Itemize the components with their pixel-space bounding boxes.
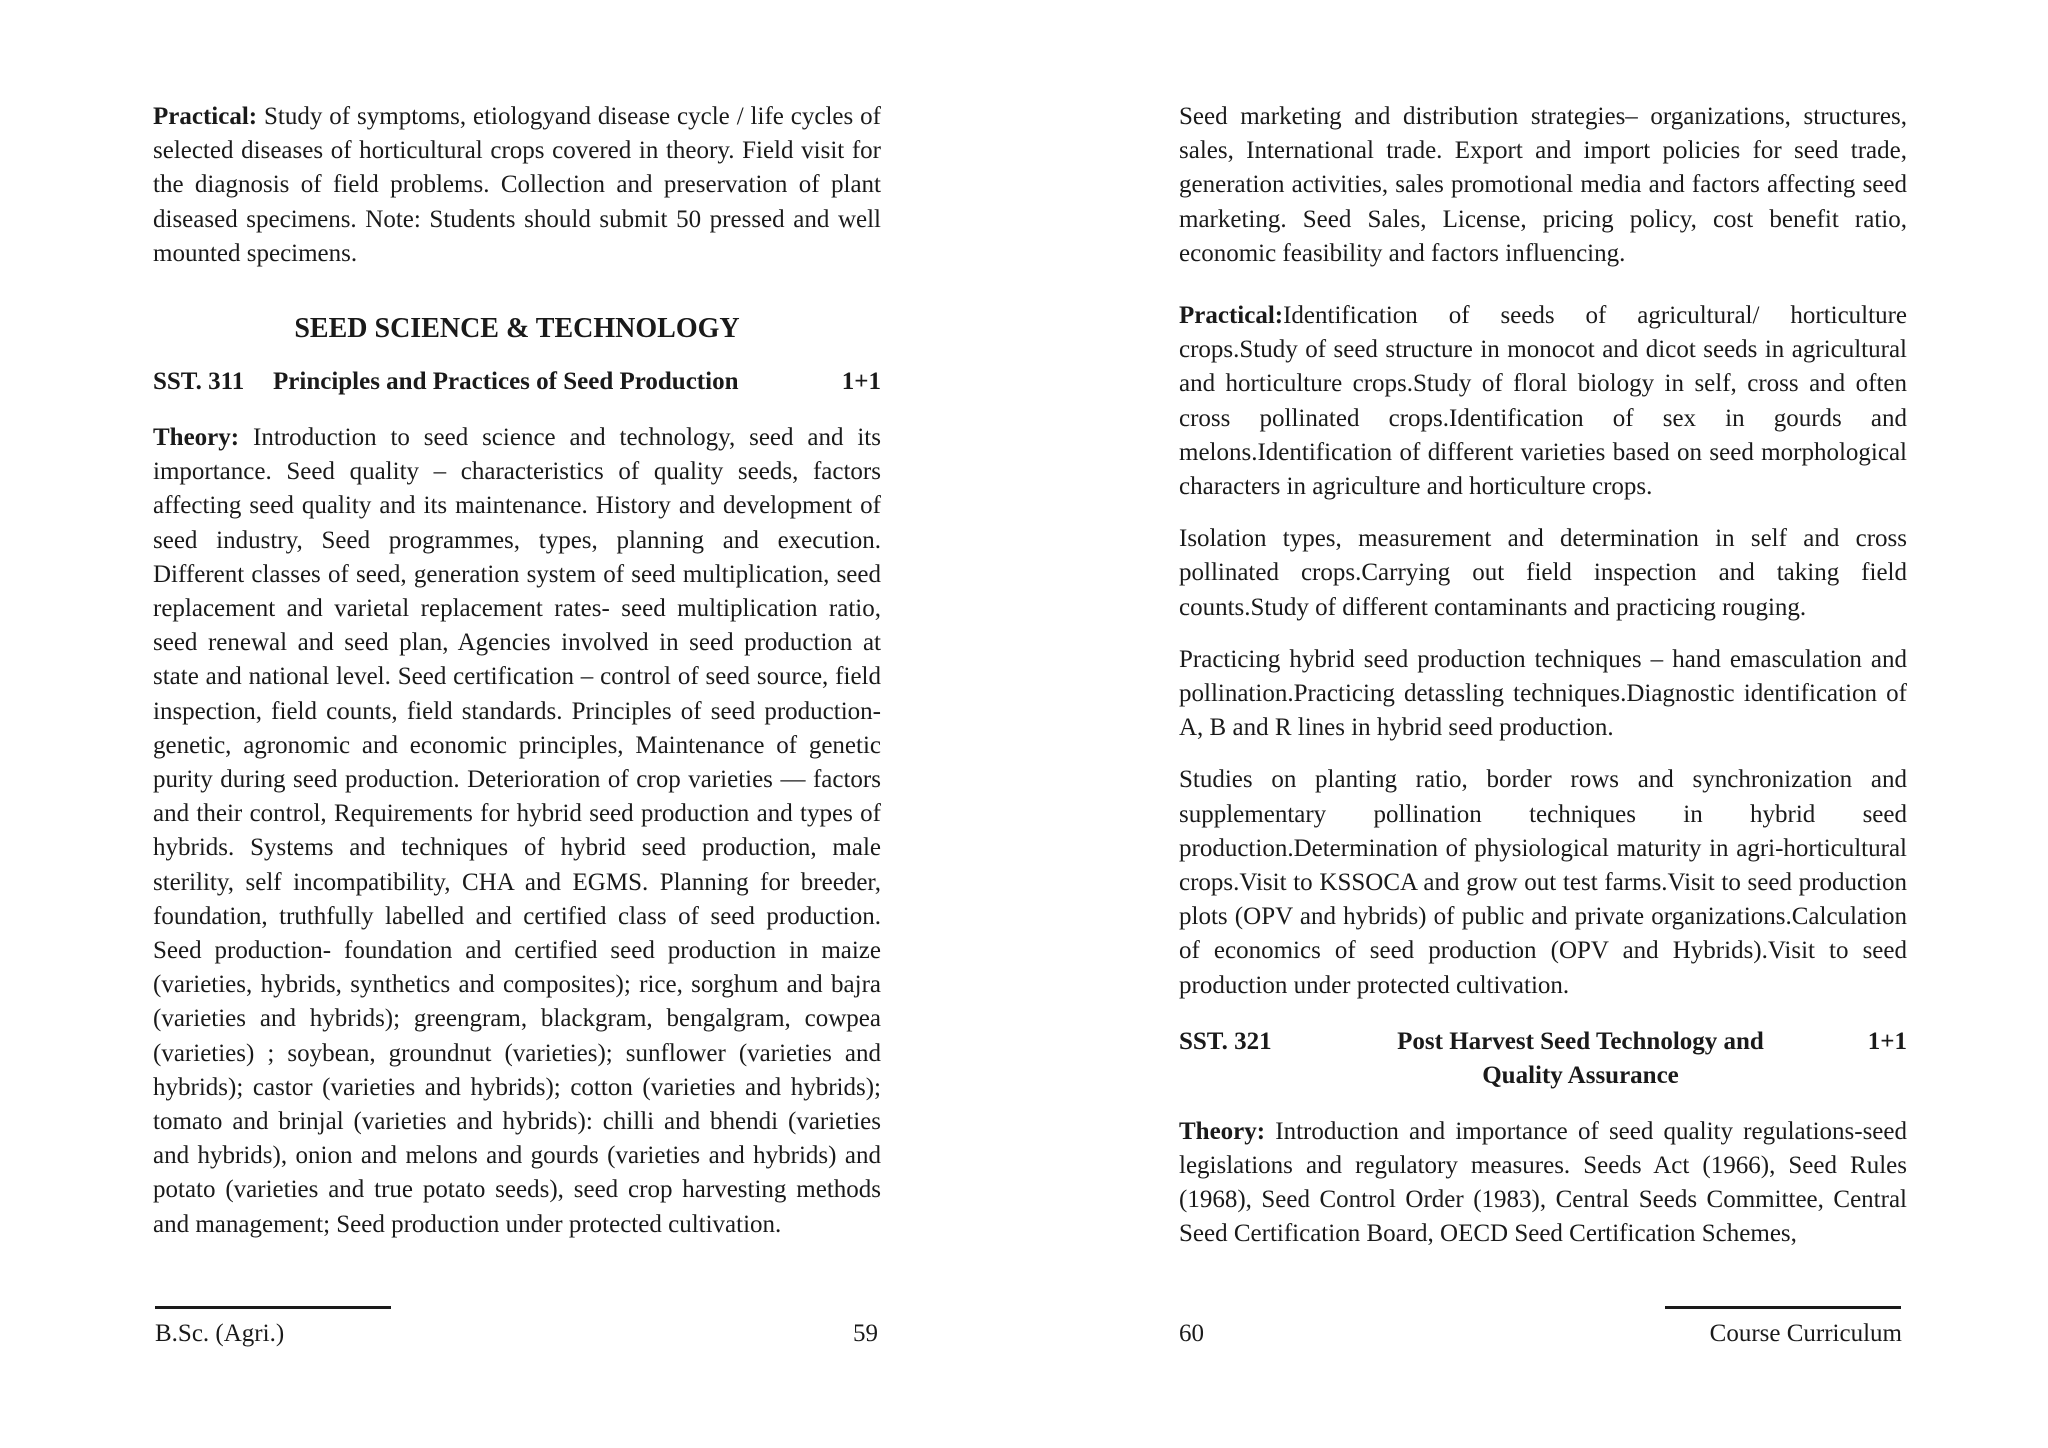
course-credits: 1+1 (1867, 1027, 1907, 1055)
footer-rule (1665, 1306, 1901, 1309)
course-credits: 1+1 (841, 368, 881, 396)
hybrid-paragraph: Practicing hybrid seed production techniques – hand emasculation and pollination.Practicing detassling techniques.Diagnostic identification of A, B and R lines in hybrid seed production. (1179, 645, 1907, 742)
theory-paragraph (153, 421, 881, 1242)
footer-rule (155, 1306, 391, 1309)
footer-book-title: B.Sc. (Agri.) (155, 1320, 285, 1347)
studies-paragraph: Studies on planting ratio, border rows and synchronization and supplementary pollination techniques in hybrid seed production.Determination of physiological maturity in agri-horticultural crops.Visit to KSSOCA and grow out test farms.Visit to seed production plots (OPV and hybrids) of public and private organizations.Calculation of economics of seed production (OPV and Hybrids).Visit to seed production under protected cultivation. (1179, 766, 1907, 999)
theory-text: Introduction to seed science and technology, seed and its importance. Seed quality – characteristics of quality seeds, factors affecting seed quality and its maintenance. History and development of seed industry, Seed programmes, types, planning and execution. Different classes of seed, generation system of seed multiplication, seed replacement and varietal replacement rates- seed multiplication ratio, seed renewal and seed plan, Agencies involved in seed production at state and national level. Seed certification – control of seed source, field inspection, field counts, field standards. Principles of seed production- genetic, agronomic and economic principles, Maintenance of genetic purity during seed production. Deterioration of crop varieties — factors and their control, Requirements for hybrid seed production and types of hybrids. Systems and techniques of hybrid seed production, male sterility, self incompatibility, CHA and EGMS. Planning for breeder, foundation, truthfully labelled and certified class of seed production. Seed production- foundation and certified seed production in maize (varieties, hybrids, synthetics and composites); rice, sorghum and bajra (varieties and hybrids); greengram, blackgram, bengalgram, cowpea (varieties) ; soybean, groundnut (varieties); sunflower (varieties and hybrids); castor (varieties and hybrids); cotton (varieties and hybrids); tomato and brinjal (varieties and hybrids): chilli and bhendi (varieties and hybrids), onion and melons and gourds (varieties and hybrids) and potato (varieties and true potato seeds), seed crop harvesting methods and management; Seed production under protected cultivation. (153, 424, 881, 1238)
footer-book-title: Course Curriculum (1709, 1320, 1902, 1347)
practical-text: Study of symptoms, etiologyand disease cycle / life cycles of selected diseases of horticultural crops covered in theory. Field visit for the diagnosis of field problems. Collection and preservation of plant diseased specimens. Note: Students should submit 50 pressed and well mounted specimens. (153, 103, 881, 267)
left-text-column (153, 100, 881, 1260)
course-code: SST. 311 (153, 368, 245, 396)
practical-label: Practical: (153, 103, 258, 130)
practical-text: Identification of seeds of agricultural/ horticulture crops.Study of seed structure in monocot and dicot seeds in agricultural and horticulture crops.Study of floral biology in self, cross and often cross pollinated crops.Identification of sex in gourds and melons.Identification of different varieties based on seed morphological characters in agriculture and horticulture crops. (1179, 302, 1907, 501)
right-text-column (1179, 100, 1907, 1270)
course-title (1304, 1025, 1857, 1093)
course-heading-sst311 (153, 365, 881, 399)
isolation-paragraph: Isolation types, measurement and determination in self and cross pollinated crops.Carrying out field inspection and taking field counts.Study of different contaminants and practicing rouging. (1179, 525, 1907, 621)
marketing-paragraph: Seed marketing and distribution strategies– organizations, structures, sales, International trade. Export and import policies for seed trade, generation activities, sales promotional media and factors affecting seed marketing. Seed Sales, License, pricing policy, cost benefit ratio, economic feasibility and factors influencing. (1179, 103, 1907, 267)
course-code: SST. 321 (1179, 1027, 1272, 1055)
practical-label: Practical: (1179, 302, 1284, 330)
practical-paragraph (153, 100, 881, 271)
right-page (1024, 0, 2048, 1448)
course-title-line2: Quality Assurance (1482, 1061, 1679, 1089)
page-number: 59 (853, 1320, 878, 1347)
course-heading-sst321 (1179, 1025, 1907, 1093)
theory-label: Theory: (153, 424, 240, 452)
theory-paragraph (1179, 1115, 1907, 1252)
section-title: SEED SCIENCE & TECHNOLOGY (294, 313, 740, 345)
course-title: Principles and Practices of Seed Production (273, 368, 739, 396)
theory-label: Theory: (1179, 1117, 1266, 1145)
page-number: 60 (1179, 1320, 1204, 1347)
practical-paragraph (1179, 299, 1907, 504)
course-title-line1: Post Harvest Seed Technology and (1397, 1027, 1764, 1055)
theory-text: Introduction and importance of seed quality regulations-seed legislations and regulatory measures. Seeds Act (1966), Seed Rules (1968), Seed Control Order (1983), Central Seeds Committee, Central Seed Certification Board, OECD Seed Certification Schemes, (1179, 1117, 1907, 1248)
